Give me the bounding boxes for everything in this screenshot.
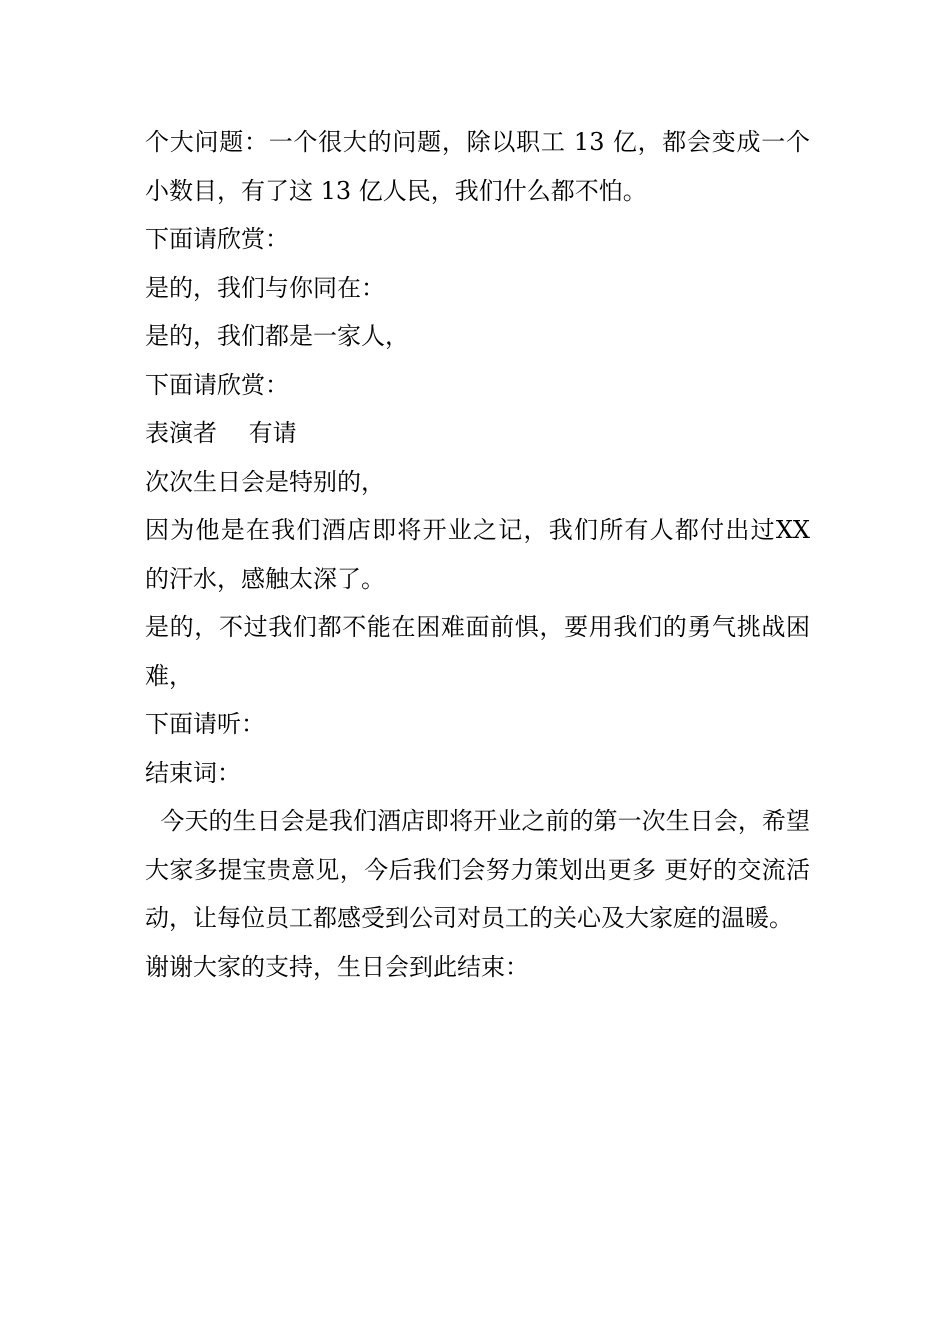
paragraph: 是的，不过我们都不能在困难面前惧，要用我们的勇气挑战困难， bbox=[145, 613, 810, 690]
paragraph: 个大问题：一个很大的问题，除以职工 13 亿，都会变成一个小数目，有了这 13 亿人民，我们什么都不怕。 bbox=[145, 128, 810, 205]
section-heading: 结束词： bbox=[145, 758, 241, 787]
document-body bbox=[145, 118, 818, 991]
paragraph: 今天的生日会是我们酒店即将开业之前的第一次生日会，希望大家多提宝贵意见，今后我们会努力策划出更多 更好的交流活动，让每位员工都感受到公司对员工的关心及大家庭的温暖。 bbox=[145, 807, 810, 932]
paragraph: 下面请欣赏： bbox=[145, 225, 289, 253]
paragraph: 下面请欣赏： bbox=[145, 370, 289, 399]
paragraph: 谢谢大家的支持，生日会到此结束： bbox=[145, 952, 529, 981]
paragraph: 是的，我们与你同在： bbox=[145, 273, 385, 302]
paragraph: 表演者 有请 bbox=[145, 419, 297, 447]
paragraph: 次次生日会是特别的， bbox=[145, 467, 385, 496]
paragraph: 是的，我们都是一家人， bbox=[145, 322, 409, 350]
paragraph: 因为他是在我们酒店即将开业之记，我们所有人都付出过XX 的汗水，感触太深了。 bbox=[145, 516, 818, 593]
paragraph: 下面请听： bbox=[145, 710, 265, 738]
